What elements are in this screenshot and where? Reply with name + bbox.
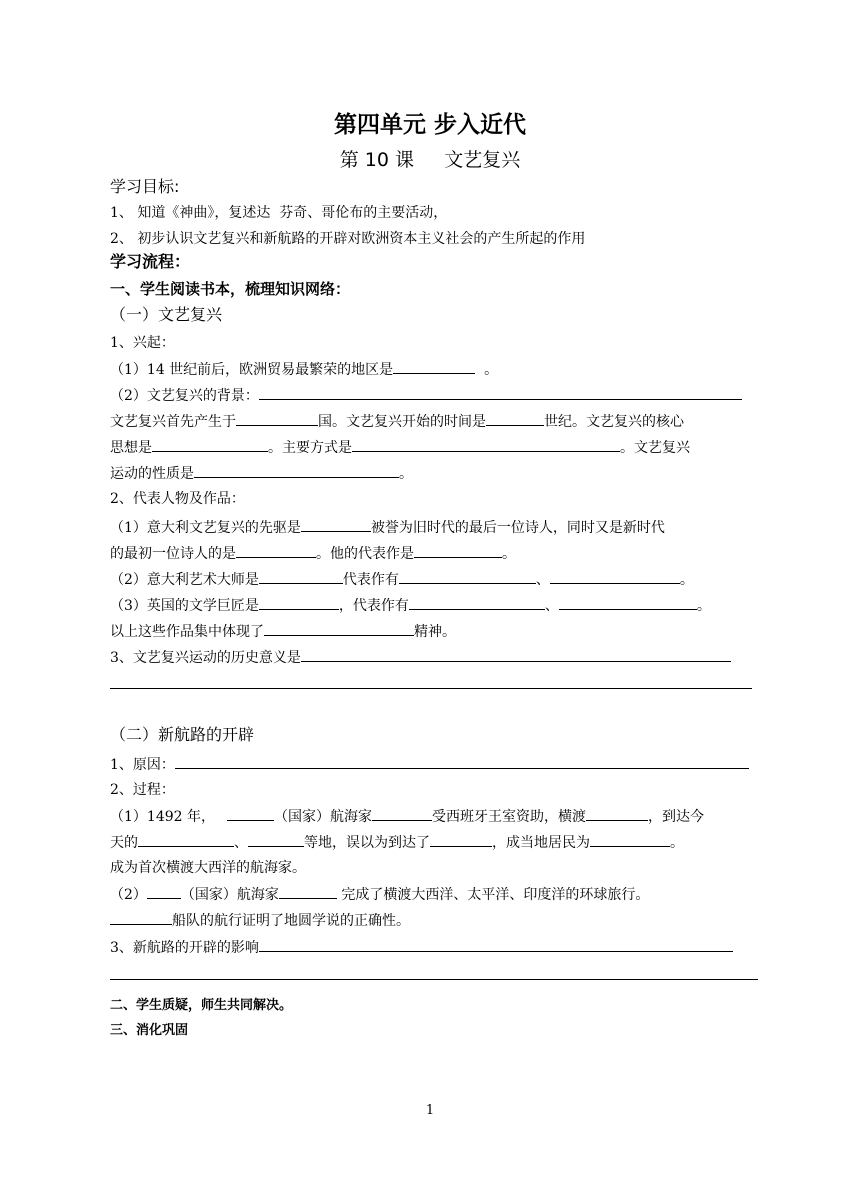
voyage-line-1 (110, 806, 704, 827)
question-2-text: （2）文艺复兴的背景： (110, 388, 259, 404)
line-origin (110, 411, 684, 432)
blank[interactable] (430, 832, 492, 847)
blank[interactable] (248, 832, 304, 847)
people-line-2 (110, 543, 516, 564)
part1-heading: 一、学生阅读书本，梳理知识网络： (110, 280, 351, 298)
text: 受西班牙王室资助，横渡 (432, 809, 586, 825)
people-line-5 (110, 621, 456, 642)
part2-heading: 二、学生质疑，师生共同解决。 (110, 998, 293, 1013)
text: 思想是 (110, 440, 152, 456)
blank[interactable] (393, 359, 475, 374)
page-title: 第四单元 步入近代 (333, 112, 526, 138)
text: 完成了横渡大西洋、太平洋、印度洋的环球旅行。 (336, 887, 650, 903)
text: 运动的性质是 (110, 466, 194, 482)
people-line-4 (110, 595, 711, 616)
text: 被誉为旧时代的最后一位诗人，同时又是新时代 (370, 520, 665, 536)
blank[interactable] (586, 806, 648, 821)
answer-line[interactable] (110, 979, 758, 980)
text: 。 (399, 466, 413, 482)
objectives-heading: 学习目标: (110, 177, 180, 196)
blank[interactable] (301, 517, 371, 532)
text: 3、文艺复兴运动的历史意义是 (110, 650, 301, 666)
line-core (110, 437, 690, 458)
text: （国家）航海家 (180, 887, 279, 903)
text: （2）意大利艺术大师是 (110, 572, 259, 588)
text: 。主要方式是 (268, 440, 352, 456)
blank[interactable] (194, 463, 399, 478)
blank[interactable] (152, 437, 268, 452)
blank[interactable] (236, 543, 316, 558)
blank[interactable] (259, 937, 733, 952)
voyage-line-5 (110, 910, 410, 931)
rise-label: 1、兴起： (110, 335, 175, 351)
process-label: 2、过程： (110, 782, 175, 798)
blank[interactable] (264, 621, 414, 636)
question-2 (110, 385, 742, 406)
text: 船队的航行证明了地圆学说的正确性。 (172, 913, 410, 929)
voyage-line-2 (110, 832, 684, 853)
text: 以上这些作品集中体现了 (110, 624, 264, 640)
text: 。 (502, 546, 516, 562)
blank[interactable] (236, 411, 318, 426)
part3-heading: 三、消化巩固 (110, 1023, 189, 1038)
text: ，成当地居民为 (492, 835, 590, 851)
blank[interactable] (372, 806, 432, 821)
people-label: 2、代表人物及作品： (110, 491, 245, 507)
blank[interactable] (138, 832, 234, 847)
text: （1）意大利文艺复兴的先驱是 (110, 520, 301, 536)
blank[interactable] (259, 385, 742, 400)
blank[interactable] (259, 595, 339, 610)
question-1-end: 。 (475, 362, 499, 378)
answer-line[interactable] (110, 688, 752, 689)
people-line-3 (110, 569, 694, 590)
objective-1: 1、 知道《神曲》，复述达 芬奇、哥伦布的主要活动， (110, 205, 448, 221)
blank[interactable] (175, 754, 749, 769)
blank[interactable] (352, 437, 620, 452)
voyage-line-3: 成为首次横渡大西洋的航海家。 (110, 860, 306, 876)
impact-line (110, 937, 733, 958)
cause-line (110, 754, 749, 775)
blank[interactable] (414, 543, 502, 558)
text: 。 (670, 835, 684, 851)
text: ，代表作有 (338, 598, 409, 614)
meaning-line (110, 647, 731, 668)
process-heading: 学习流程： (110, 252, 191, 271)
lesson-title: 第 10 课 文艺复兴 (339, 149, 521, 171)
blank[interactable] (486, 411, 544, 426)
blank[interactable] (409, 595, 545, 610)
text: 。他的代表作是 (316, 546, 414, 562)
section2-heading: （二）新航路的开辟 (110, 725, 255, 744)
text: 、 (535, 572, 550, 588)
text: 。 (696, 598, 711, 614)
text: ，到达今 (648, 809, 704, 825)
blank[interactable] (227, 806, 274, 821)
blank[interactable] (110, 910, 172, 925)
blank[interactable] (590, 832, 670, 847)
text: 、 (544, 598, 559, 614)
text: 1、原因： (110, 757, 175, 773)
voyage-line-4 (110, 884, 649, 905)
blank[interactable] (147, 884, 181, 899)
text: 国。文艺复兴开始的时间是 (318, 414, 486, 430)
text: （3）英国的文学巨匠是 (110, 598, 259, 614)
text: 的最初一位诗人的是 (110, 546, 236, 562)
text: 等地，误以为到达了 (304, 835, 430, 851)
text: （国家）航海家 (274, 809, 372, 825)
line-nature (110, 463, 413, 484)
section1-heading: （一）文艺复兴 (110, 305, 223, 324)
blank[interactable] (279, 884, 337, 899)
people-line-1 (110, 517, 665, 538)
question-1 (110, 359, 498, 380)
text: （1）1492 年， (110, 809, 215, 825)
text: 文艺复兴首先产生于 (110, 414, 236, 430)
question-1-text: （1）14 世纪前后，欧洲贸易最繁荣的地区是 (110, 362, 394, 378)
text: 、 (234, 835, 248, 851)
objective-2: 2、 初步认识文艺复兴和新航路的开辟对欧洲资本主义社会的产生所起的作用 (110, 231, 586, 247)
text: 3、新航路的开辟的影响 (110, 940, 259, 956)
blank[interactable] (399, 569, 536, 584)
blank[interactable] (259, 569, 343, 584)
text: 天的 (110, 835, 138, 851)
text: 。 (679, 572, 694, 588)
text: 。文艺复兴 (620, 440, 690, 456)
text: 精神。 (414, 624, 456, 640)
blank[interactable] (550, 569, 680, 584)
blank[interactable] (301, 647, 731, 662)
text: 代表作有 (342, 572, 399, 588)
page-number: 1 (425, 1103, 435, 1118)
text: 世纪。文艺复兴的核心 (544, 414, 684, 430)
text: （2） (110, 887, 147, 903)
blank[interactable] (559, 595, 697, 610)
